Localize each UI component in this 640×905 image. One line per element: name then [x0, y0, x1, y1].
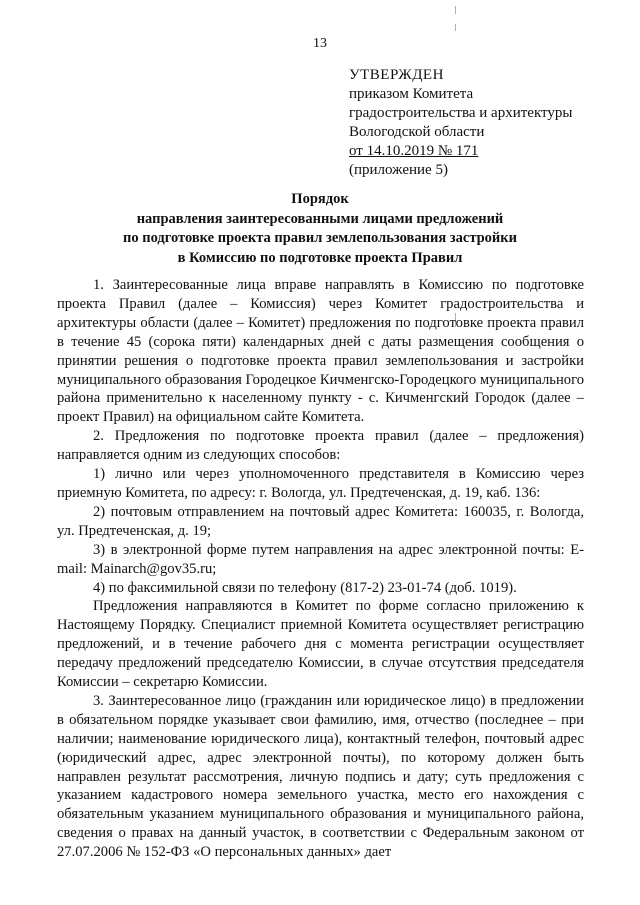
title-line: направления заинтересованными лицами предложений — [136, 210, 504, 227]
approval-line: приказом Комитета — [349, 86, 474, 102]
paragraph: 2) почтовым отправлением на почтовый адрес Комитета: 160035, г. Вологда, ул. Предтеченская, д. 19; — [57, 503, 584, 539]
scan-mark — [455, 6, 456, 14]
page-number: 13 — [313, 36, 327, 51]
title-line: по подготовке проекта правил землепользования застройки — [123, 230, 517, 246]
paragraph: 1) лично или через уполномоченного представителя в Комиссию через приемную Комитета, по адресу: г. Вологда, ул. Предтеченская, д. 19, каб. 136: — [57, 466, 584, 501]
approval-line: Вологодской области — [349, 124, 485, 140]
document-title — [60, 190, 580, 268]
title-line: в Комиссию по подготовке проекта Правил — [177, 249, 463, 266]
approval-heading: УТВЕРЖДЕН — [349, 67, 444, 83]
paragraph: 1. Заинтересованные лица вправе направлять в Комиссию по подготовке проекта Правил (далее – Комиссия) через Комитет градостроительства и архитектуры области (далее – Комитет) предложения по подготовке проекта правил в течение 45 (сорока пяти) календарных дней с даты размещения сообщения о принятии решения о подготовке проекта правил землепользования и застройки муниципального образования Городецкое Кичменгско-Городецкого муниципального района применительно к населенному пункту - с. Кичменгский Городок (далее – проект Правил) на официальном сайте Комитета. — [57, 277, 584, 426]
paragraph: 3. Заинтересованное лицо (гражданин или юридическое лицо) в предложении в обязательном порядке указывает свои фамилию, имя, отчество (последнее – при наличии; наименование юридического лица), контактный телефон, почтовый адрес (юридический адрес, адрес электронной почты), по которому должен быть направлен результат рассмотрения, личную подпись и дату; суть предложения с указанием кадастрового номера земельного участка, место его нахождения с обязательным указанием муниципального образования и муниципального района, сведения о правах на данный участок, в соответствии с Федеральным законом от 27.07.2006 № 152-ФЗ «О персональных данных» дает — [57, 692, 584, 861]
paragraph: 3) в электронной форме путем направления на адрес электронной почты: E-mail: Mainarch@gov35.ru; — [57, 541, 584, 577]
approval-date-number: от 14.10.2019 № 171 — [349, 143, 479, 159]
paragraph: 4) по факсимильной связи по телефону (817-2) 23-01-74 (доб. 1019). — [93, 579, 517, 596]
scan-mark — [455, 24, 456, 31]
title-line: Порядок — [291, 191, 349, 207]
document-body — [57, 276, 584, 862]
approval-attachment: (приложение 5) — [349, 162, 448, 178]
paragraph: 2. Предложения по подготовке проекта правил (далее – предложения) направляется одним из следующих способов: — [57, 428, 584, 464]
approval-line: градостроительства и архитектуры — [349, 105, 573, 121]
approval-stamp — [349, 66, 609, 180]
paragraph: Предложения направляются в Комитет по форме согласно приложению к Настоящему Порядку. Специалист приемной Комитета осуществляет регистрацию предложений, и в течение рабочего дня с момента регистрации осуществляет передачу предложений председателю Комиссии, в случае отсутствия председателя Комиссии – секретарю Комиссии. — [57, 598, 584, 691]
